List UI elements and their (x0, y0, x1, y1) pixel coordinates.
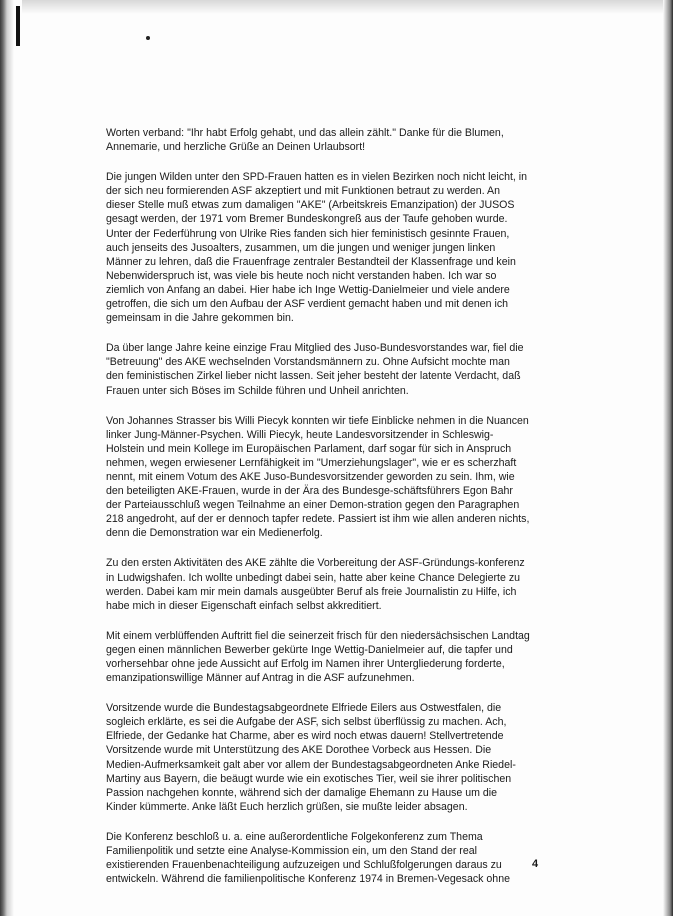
scan-edge-right (663, 0, 673, 916)
binder-mark (16, 6, 20, 46)
scan-edge-left (0, 0, 22, 916)
paragraph: Die jungen Wilden unter den SPD-Frauen hatten es in vielen Bezirken noch nicht leicht, in der sich neu formierenden ASF akzeptiert und mit Funktionen betraut zu werden. An dieser Stelle muß etwas zum damaligen "AKE" (Arbeitskreis Emanzipation) der JUSOS gesagt werden, der 1971 vom Bremer Bundeskongreß aus der Taufe gehoben wurde. Unter der Federführung von Ulrike Ries fanden sich hier feministisch gesinnte Frauen, auch jenseits des Jusoalters, zusammen, um die jungen und weniger jungen linken Männer zu lehren, daß die Frauenfrage zentraler Bestandteil der Klassenfrage und kein Nebenwiderspruch ist, was viele bis heute noch nicht verstanden haben. Ich war so ziemlich von Anfang an dabei. Hier habe ich Inge Wettig-Danielmeier und viele andere getroffen, die sich um den Aufbau der ASF verdient gemacht haben und mit denen ich gemeinsam in die Jahre gekommen bin. (106, 171, 528, 325)
paragraph: Zu den ersten Aktivitäten des AKE zählte die Vorbereitung der ASF-Gründungs-konferenz in Ludwigshafen. Ich wollte unbedingt dabei sein, hatte aber keine Chance Delegierte zu werden. Dabei kam mir mein damals ausgeübter Beruf als freie Journalistin zu Hilfe, ich habe mich in dieser Eigenschaft einfach selbst akkreditiert. (106, 557, 525, 612)
document-body (106, 126, 530, 902)
paragraph: Vorsitzende wurde die Bundestagsabgeordnete Elfriede Eilers aus Ostwestfalen, die sogleich erklärte, es sei die Aufgabe der ASF, sich selbst überflüssig zu machen. Ach, Elfriede, der Gedanke hat Charme, aber es wird noch etwas dauern! Stellvertretende Vorsitzende wurde mit Unterstützung des AKE Dorothee Vorbeck aus Hessen. Die Medien-Aufmerksamkeit galt aber vor allem der Bundestagsabgeordneten Anke Riedel-Martiny aus Bayern, die beäugt wurde wie ein exotisches Tier, weil sie ihrer politischen Passion nachgehen konnte, während sich der damalige Ehemann zu Hause um die Kinder kümmerte. Anke läßt Euch herzlich grüßen, sie mußte leider absagen. (106, 702, 516, 813)
paragraph: Die Konferenz beschloß u. a. eine außerordentliche Folgekonferenz zum Thema Familienpolitik und setzte eine Analyse-Kommission ein, um den Stand der real existierenden Frauenbenachteiligung aufzuzeigen und Schlußfolgerungen daraus zu entwickeln. Während die familienpolitische Konferenz 1974 in Bremen-Vegesack ohne (106, 830, 510, 886)
paragraph: Von Johannes Strasser bis Willi Piecyk konnten wir tiefe Einblicke nehmen in die Nuancen linker Jung-Männer-Psychen. Willi Piecyk, heute Landesvorsitzender in Schleswig-Holstein und mein Kollege im Europäischen Parlament, darf sogar für sich in Anspruch nehmen, wegen erwiesener Lernfähigkeit im "Umerziehungslager", wie er es scherzhaft nennt, mit einem Votum des AKE Juso-Bundesvorsitzender geworden zu sein. Ihm, wie den beteiligten AKE-Frauen, wurde in der Ära des Bundesge-schäftsführers Egon Bahr der Parteiausschluß wegen Teilnahme an einer Demon-stration gegen den Paragraphen 218 angedroht, auf der er dennoch tapfer redete. Passiert ist ihm wie allen anderen nichts, denn die Demonstration war ein Medienerfolg. (106, 414, 530, 540)
scan-speck (146, 36, 150, 40)
page-number: 4 (532, 858, 539, 870)
scan-edge-top (0, 0, 673, 14)
paragraph: Mit einem verblüffenden Auftritt fiel die seinerzeit frisch für den niedersächsischen Landtag gegen einen männlichen Bewerber gekürte Inge Wettig-Danielmeier auf, die tapfer und vorhersehbar ohne jede Aussicht auf Erfolg im Namen ihrer Untergliederung forderte, emanzipationswillige Männer auf Antrag in die ASF aufzunehmen. (106, 629, 530, 685)
paragraph: Da über lange Jahre keine einzige Frau Mitglied des Juso-Bundesvorstandes war, fiel die "Betreuung" des AKE wechselnden Vorstandsmännern zu. Ohne Aufsicht mochte man den feministischen Zirkel lieber nicht lassen. Seit jeher besteht der latente Verdacht, daß Frauen unter sich Böses im Schilde führen und Unheil anrichten. (106, 342, 524, 397)
paragraph: Worten verband: "Ihr habt Erfolg gehabt, und das allein zählt." Danke für die Blumen, Annemarie, und herzliche Grüße an Deinen Urlaubsort! (106, 127, 504, 154)
